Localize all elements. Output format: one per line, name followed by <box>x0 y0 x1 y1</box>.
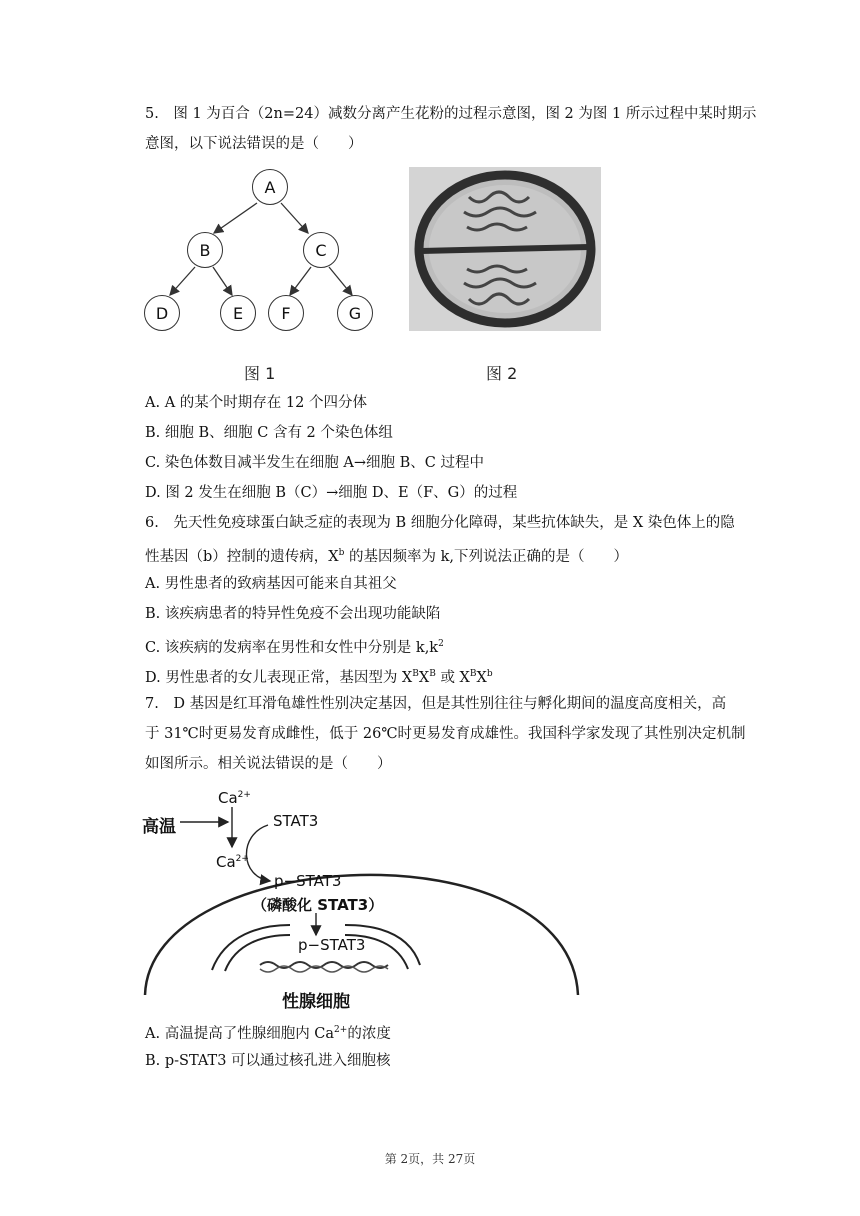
q5-option-b: B. 细胞 B、细胞 C 含有 2 个染色体组 <box>145 425 393 441</box>
figure-1-tree <box>140 165 380 345</box>
q7-option-a: A. 高温提高了性腺细胞内 $Ca^{2+}$的浓度 <box>145 1025 391 1042</box>
phosphorylated-stat3-label: （磷酸化 STAT3） <box>252 896 384 914</box>
ca-inside-label: $Ca^{2+}$ <box>216 853 249 871</box>
figure-2-micrograph <box>409 167 601 331</box>
edge-a-b <box>214 203 257 233</box>
q7-stem-line3: 如图所示。相关说法错误的是（ ） <box>145 756 392 772</box>
edge-b-e <box>213 267 232 295</box>
node-b: B <box>187 232 223 268</box>
q6-option-a: A. 男性患者的致病基因可能来自其祖父 <box>145 576 397 592</box>
q7-option-b: B. p-STAT3 可以通过核孔进入细胞核 <box>145 1053 391 1069</box>
node-f: F <box>268 295 304 331</box>
nuclear-envelope-left <box>212 925 290 970</box>
q7-stem-line1: 7. D 基因是红耳滑龟雄性性别决定基因，但是其性别往往与孵化期间的温度高度相关，高 <box>145 696 727 712</box>
q6-option-c: C. 该疾病的发病率在男性和女性中分别是 $k,k^2$ <box>145 639 444 656</box>
node-g: G <box>337 295 373 331</box>
node-a: A <box>252 169 288 205</box>
q5-stem-line2: 意图，以下说法错误的是（ ） <box>145 136 363 152</box>
figure-2-caption: 图 2 <box>486 364 518 383</box>
high-temp-label: 高温 <box>142 817 176 837</box>
q6-option-b: B. 该疾病患者的特异性免疫不会出现功能缺陷 <box>145 606 441 622</box>
dividing-cell-image <box>409 167 601 331</box>
q5-option-a: A. A 的某个时期存在 12 个四分体 <box>145 395 367 411</box>
q6-stem-line1: 6. 先天性免疫球蛋白缺乏症的表现为 B 细胞分化障碍，某些抗体缺失，是 X 染色体上的隐 <box>145 515 735 531</box>
ca-outside-label: $Ca^{2+}$ <box>218 789 251 807</box>
q7-diagram <box>140 785 580 1010</box>
edge-c-g <box>329 267 352 295</box>
p-stat3-label: p−STAT3 <box>274 872 342 890</box>
q6-stem-line2: 性基因（b）控制的遗传病，$X^b$ 的基因频率为 k,下列说法正确的是（ ） <box>145 548 628 565</box>
q7-stem-line2: 于 31℃时更易发育成雌性，低于 26℃时更易发育成雄性。我国科学家发现了其性别决定机制 <box>145 726 746 742</box>
node-c: C <box>303 232 339 268</box>
phosphorylation-arrow <box>246 825 270 881</box>
q5-stem-line1: 5. 图 1 为百合（2n=24）减数分离产生花粉的过程示意图，图 2 为图 1 所示过程中某时期示 <box>145 106 757 122</box>
figure-1-caption: 图 1 <box>244 364 276 383</box>
q5-option-d: D. 图 2 发生在细胞 B（C）→细胞 D、E（F、G）的过程 <box>145 485 518 501</box>
cell-membrane <box>145 875 578 995</box>
node-e: E <box>220 295 256 331</box>
edge-b-d <box>170 267 195 295</box>
edge-a-c <box>281 203 308 233</box>
node-d: D <box>144 295 180 331</box>
page-number-footer: 第 2页，共 27页 <box>384 1152 476 1166</box>
edge-c-f <box>290 267 311 295</box>
q6-option-d: D. 男性患者的女儿表现正常，基因型为 $X^BX^B$ 或 $X^BX^b$ <box>145 669 493 686</box>
gonad-cell-label: 性腺细胞 <box>282 992 350 1012</box>
q5-option-c: C. 染色体数目减半发生在细胞 A→细胞 B、C 过程中 <box>145 455 484 471</box>
stat3-label: STAT3 <box>273 812 319 830</box>
p-stat3-nucleus-label: p−STAT3 <box>298 936 366 954</box>
